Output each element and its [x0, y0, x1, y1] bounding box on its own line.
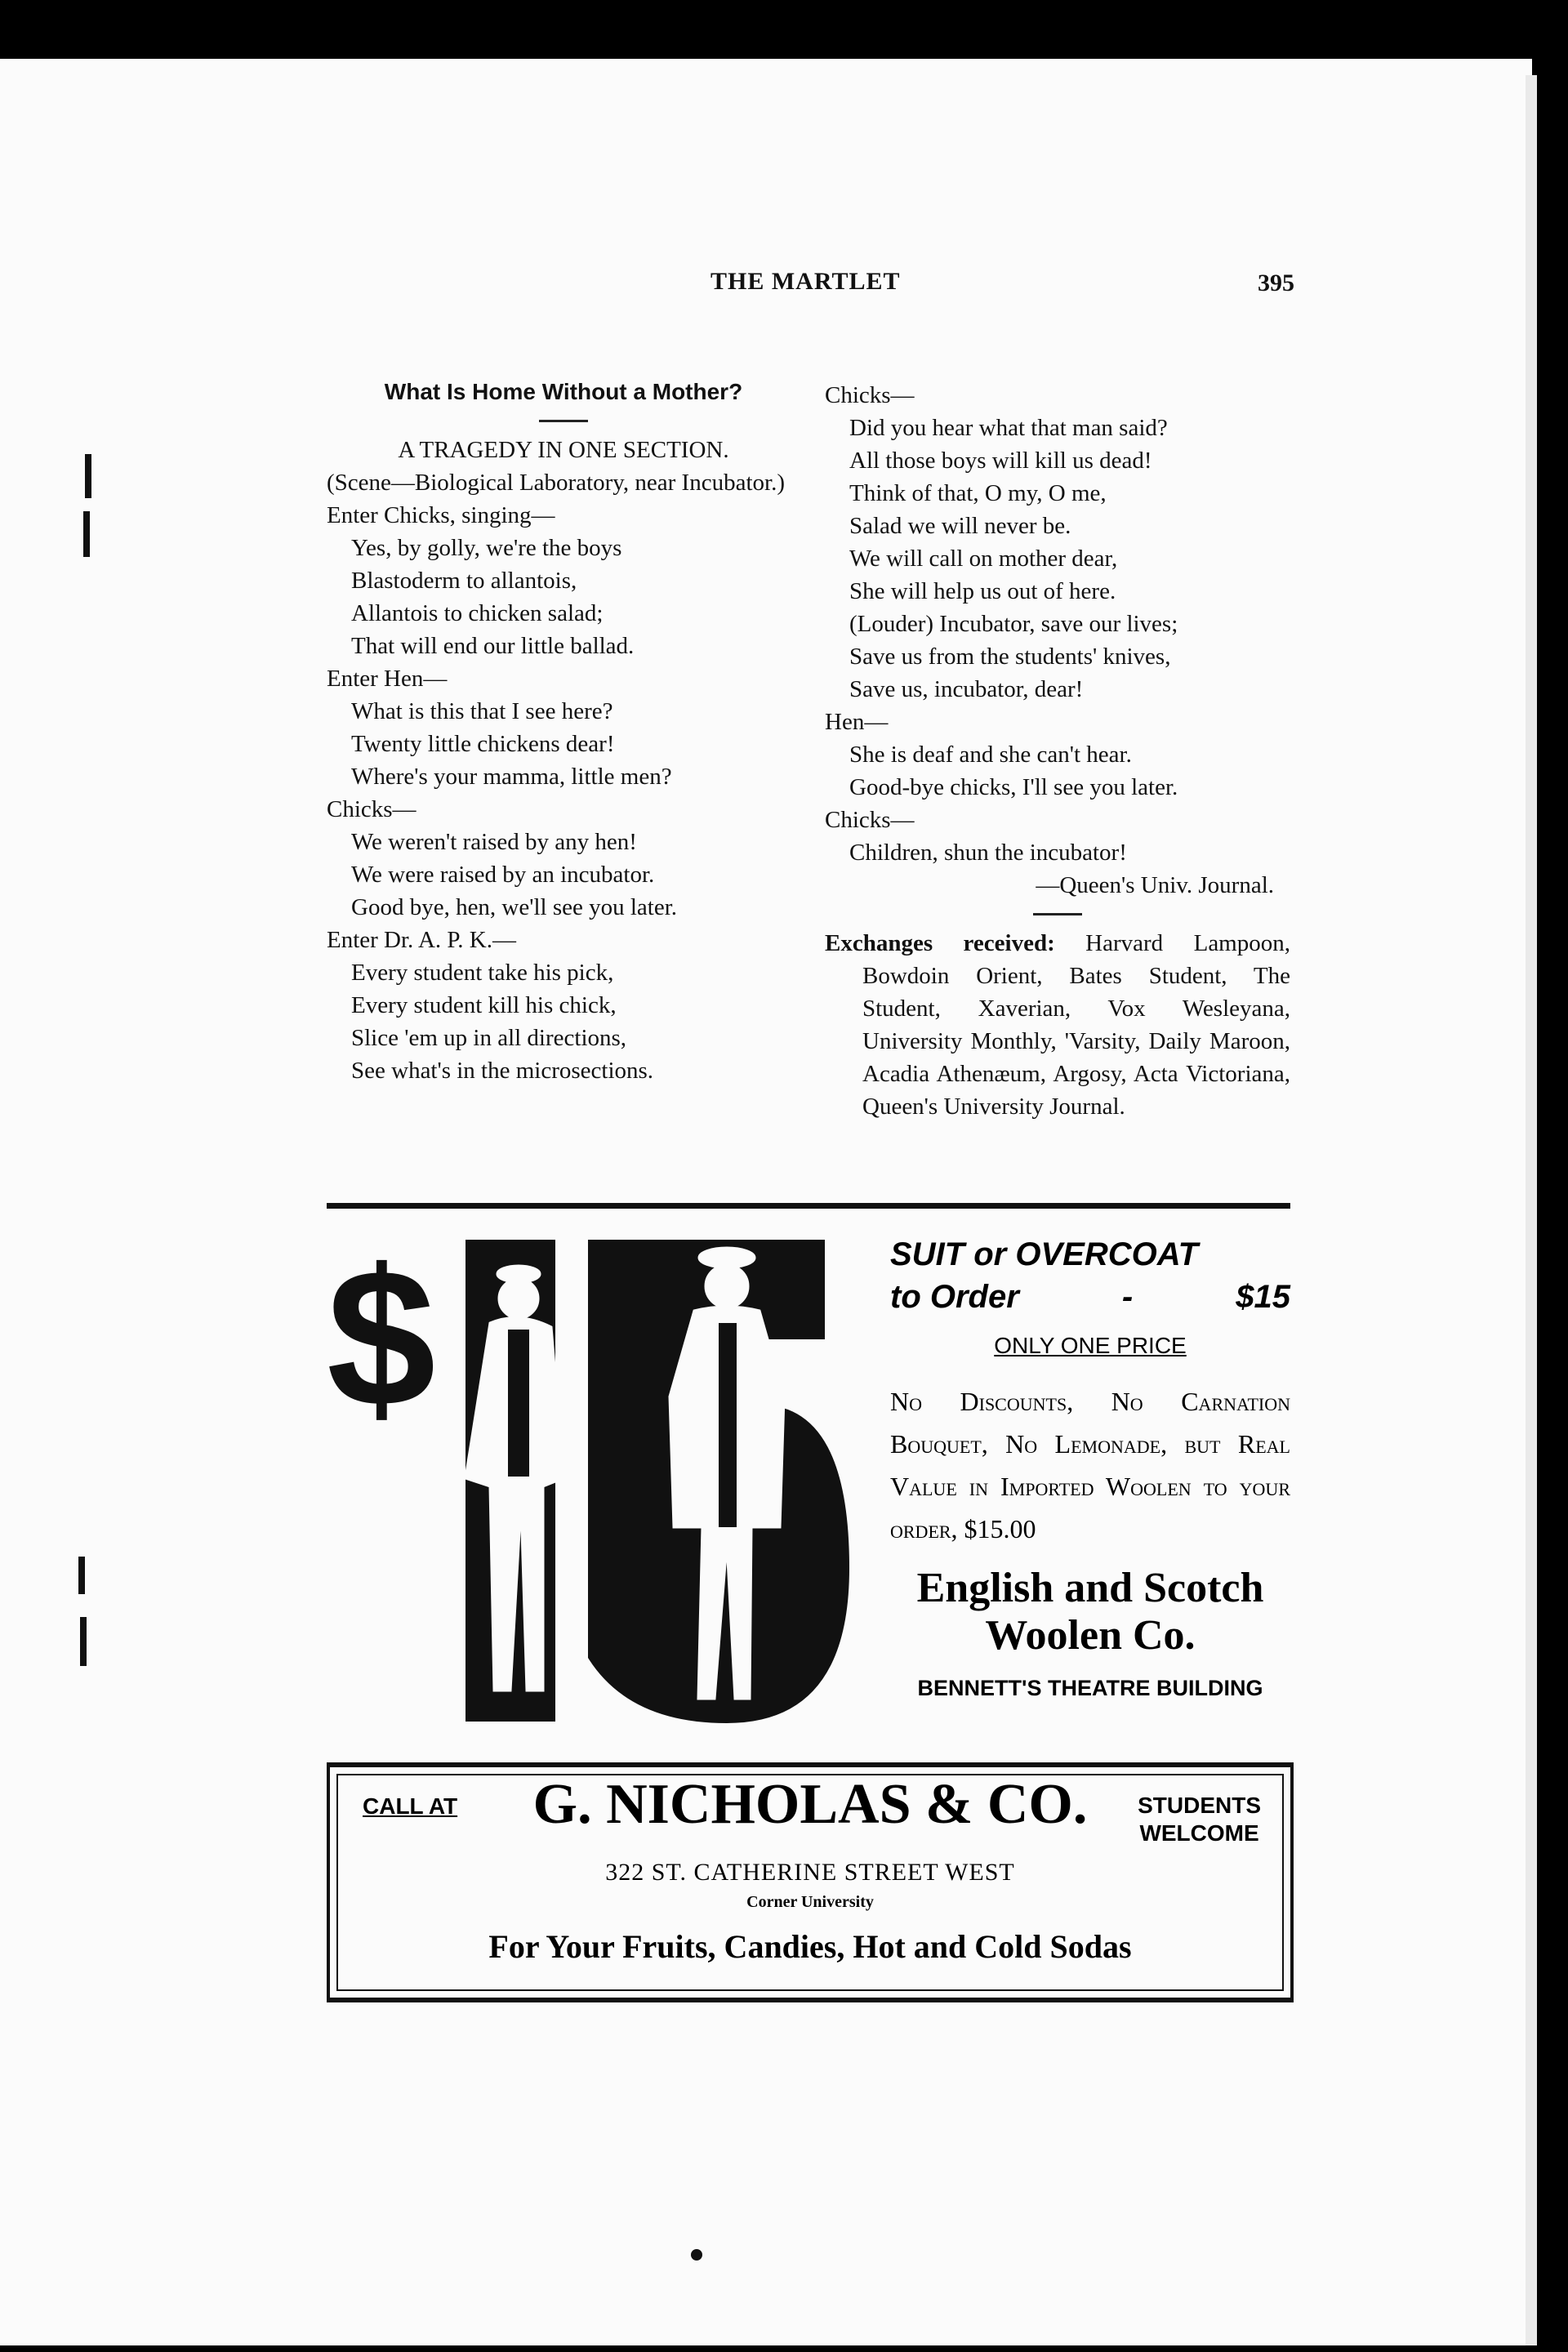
only-one-price: ONLY ONE PRICE — [994, 1333, 1187, 1358]
store-corner: Corner University — [746, 1893, 874, 1911]
exchanges-list: Harvard Lampoon, Bowdoin Orient, Bates Student, The Student, Xaverian, Vox Wesleyana, University Monthly, 'Varsity, Daily Maroon, Acadia Athenæum, Argosy, Acta Victoriana, Queen's University Journal. — [862, 930, 1290, 1120]
verse-line: Yes, by golly, we're the boys — [351, 535, 622, 561]
divider — [1033, 913, 1082, 915]
publication-title: THE MARTLET — [710, 268, 901, 295]
exchanges-label: Exchanges received: — [825, 930, 1055, 956]
verse-line: See what's in the microsections. — [351, 1058, 654, 1084]
building-name: BENNETT'S THEATRE BUILDING — [917, 1676, 1263, 1700]
suit-advertisement — [327, 1225, 1290, 1731]
store-address: 322 ST. CATHERINE STREET WEST — [605, 1859, 1015, 1886]
margin-mark — [80, 1617, 87, 1666]
verse-line: Every student kill his chick, — [351, 992, 617, 1018]
speaker-line: Enter Dr. A. P. K.— — [327, 927, 516, 953]
to-order: to Order — [890, 1279, 1019, 1315]
verse-line: Blastoderm to allantois, — [351, 568, 577, 594]
margin-mark — [85, 454, 91, 498]
company-line-2: Woolen Co. — [985, 1612, 1196, 1659]
dollar-sign: $ — [327, 1228, 436, 1447]
suit-price-row — [890, 1276, 1290, 1318]
poem-subtitle: A TRAGEDY IN ONE SECTION. — [398, 437, 729, 463]
verse-line: Save us from the students' knives, — [849, 644, 1171, 670]
nicholas-advertisement — [327, 1762, 1294, 2002]
suit-ad-text — [890, 1233, 1290, 1701]
dash: - — [1121, 1279, 1134, 1315]
speaker-line: Chicks— — [825, 382, 915, 408]
speaker-line: Enter Chicks, singing— — [327, 502, 555, 528]
verse-line: Twenty little chickens dear! — [351, 731, 615, 757]
verse-line: We weren't raised by any hen! — [351, 829, 637, 855]
poem-title: What Is Home Without a Mother? — [384, 379, 743, 404]
page-number: 395 — [1258, 270, 1294, 296]
divider — [539, 420, 588, 422]
verse-line: What is this that I see here? — [351, 698, 613, 724]
verse-line: She will help us out of here. — [849, 578, 1116, 604]
speaker-line: Chicks— — [825, 807, 915, 833]
students-welcome — [1138, 1792, 1261, 1847]
poem-source: —Queen's Univ. Journal. — [1036, 872, 1274, 898]
verse-line: We were raised by an incubator. — [351, 862, 655, 888]
verse-line: That will end our little ballad. — [351, 633, 635, 659]
poem-lines-left — [327, 499, 800, 1087]
verse-line: Save us, incubator, dear! — [849, 676, 1084, 702]
welcome-label: WELCOME — [1139, 1820, 1259, 1846]
speaker-line: Chicks— — [327, 796, 416, 822]
verse-line: Good-bye chicks, I'll see you later. — [849, 774, 1178, 800]
poem-lines-right — [825, 379, 1290, 869]
company-line-1: English and Scotch — [916, 1565, 1264, 1611]
verse-line: (Louder) Incubator, save our lives; — [849, 611, 1178, 637]
verse-line: Salad we will never be. — [849, 513, 1071, 539]
verse-line: Think of that, O my, O me, — [849, 480, 1107, 506]
suit-headline: SUIT or OVERCOAT — [890, 1236, 1199, 1272]
poem-left-column — [327, 376, 800, 1087]
students-label: STUDENTS — [1138, 1793, 1261, 1818]
verse-line: Did you hear what that man said? — [849, 415, 1168, 441]
poem-right-column — [825, 379, 1290, 1123]
verse-line: Every student take his pick, — [351, 960, 614, 986]
verse-line: All those boys will kill us dead! — [849, 448, 1152, 474]
margin-mark — [78, 1557, 85, 1594]
verse-line: Allantois to chicken salad; — [351, 600, 604, 626]
company-name — [890, 1565, 1290, 1659]
ad-description: No Discounts, No Carnation Bouquet, No Lemonade, but Real Value in Imported Woolen to your order, $15.00 — [890, 1387, 1290, 1544]
verse-line: Where's your mamma, little men? — [351, 764, 672, 790]
speaker-line: Hen— — [825, 709, 889, 735]
fifteen-illustration — [466, 1233, 890, 1723]
verse-line: Children, shun the incubator! — [849, 840, 1127, 866]
speaker-line: Enter Hen— — [327, 666, 448, 692]
call-at: CALL AT — [363, 1793, 458, 1819]
verse-line: We will call on mother dear, — [849, 546, 1118, 572]
verse-line: She is deaf and she can't hear. — [849, 742, 1132, 768]
margin-mark — [83, 511, 90, 557]
verse-line: Good bye, hen, we'll see you later. — [351, 894, 678, 920]
store-name: G. NICHOLAS & CO. — [532, 1773, 1088, 1836]
page-dot — [691, 2249, 702, 2261]
exchanges — [825, 927, 1290, 1123]
divider-rule — [327, 1203, 1290, 1209]
poem-scene: (Scene—Biological Laboratory, near Incubator.) — [327, 470, 785, 496]
verse-line: Slice 'em up in all directions, — [351, 1025, 627, 1051]
price: $15 — [1236, 1279, 1290, 1315]
store-tagline: For Your Fruits, Candies, Hot and Cold Sodas — [488, 1928, 1132, 1965]
